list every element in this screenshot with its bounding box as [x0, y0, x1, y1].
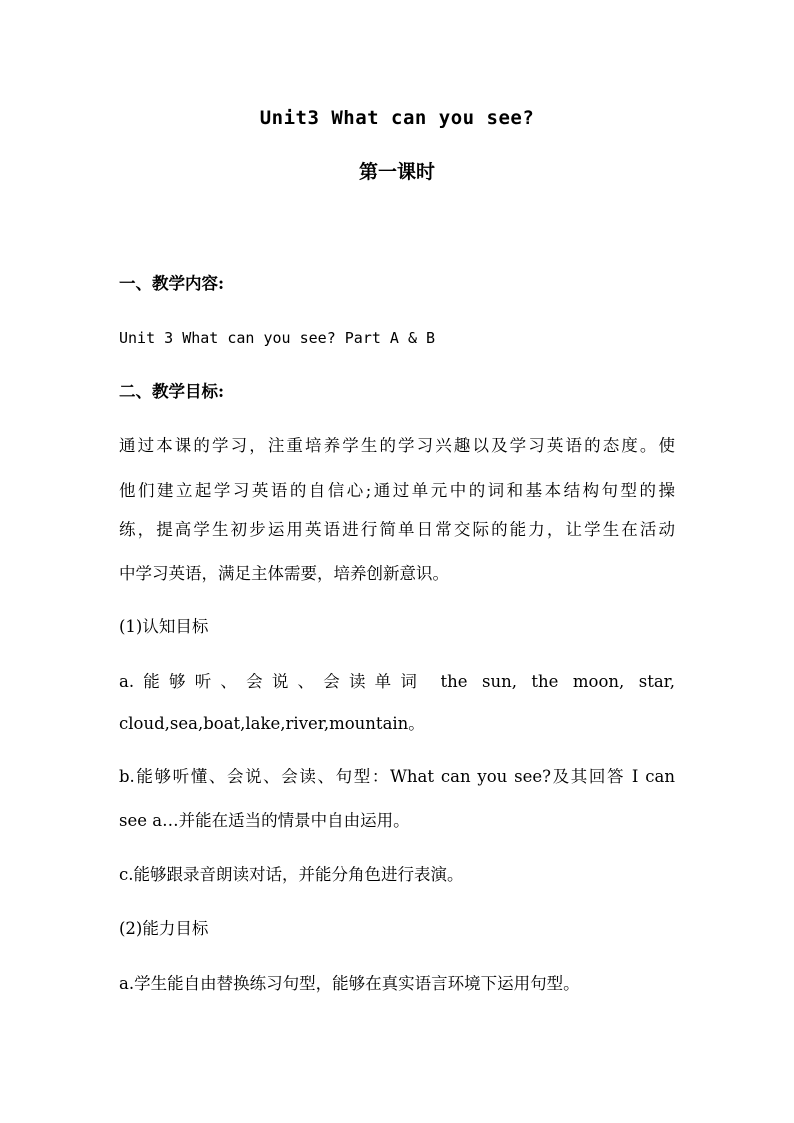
- lesson-subtitle: 第一课时: [358, 161, 435, 183]
- document-title: Unit3 What can you see?: [259, 107, 535, 129]
- section-heading-teaching-content: 一、教学内容:: [119, 274, 225, 293]
- cognitive-item-a-line: cloud,sea,boat,lake,river,mountain。: [119, 714, 425, 733]
- cognitive-item-b-line: b.能够听懂、会说、会读、句型：What can you see?及其回答 I can: [119, 767, 675, 786]
- ability-goals-label: (2)能力目标: [119, 919, 209, 938]
- teaching-content-text: Unit 3 What can you see? Part A & B: [119, 329, 436, 347]
- goals-intro-line: 练，提高学生初步运用英语进行简单日常交际的能力，让学生在活动: [119, 520, 675, 539]
- goals-intro-line: 中学习英语，满足主体需要，培养创新意识。: [119, 564, 449, 583]
- ability-item-a: a.学生能自由替换练习句型，能够在真实语言环境下运用句型。: [119, 974, 580, 993]
- cognitive-item-b-line: see a…并能在适当的情景中自由运用。: [119, 811, 410, 830]
- cognitive-goals-label: (1)认知目标: [119, 617, 209, 636]
- cognitive-item-c: c.能够跟录音朗读对话，并能分角色进行表演。: [119, 865, 464, 884]
- cognitive-item-a-line: a.能够听、会说、会读单词 the sun, the moon, star,: [119, 672, 675, 691]
- goals-intro-line: 通过本课的学习，注重培养学生的学习兴趣以及学习英语的态度。使: [119, 436, 675, 455]
- goals-intro-line: 他们建立起学习英语的自信心;通过单元中的词和基本结构句型的操: [119, 481, 675, 500]
- section-heading-teaching-goals: 二、教学目标:: [119, 382, 225, 401]
